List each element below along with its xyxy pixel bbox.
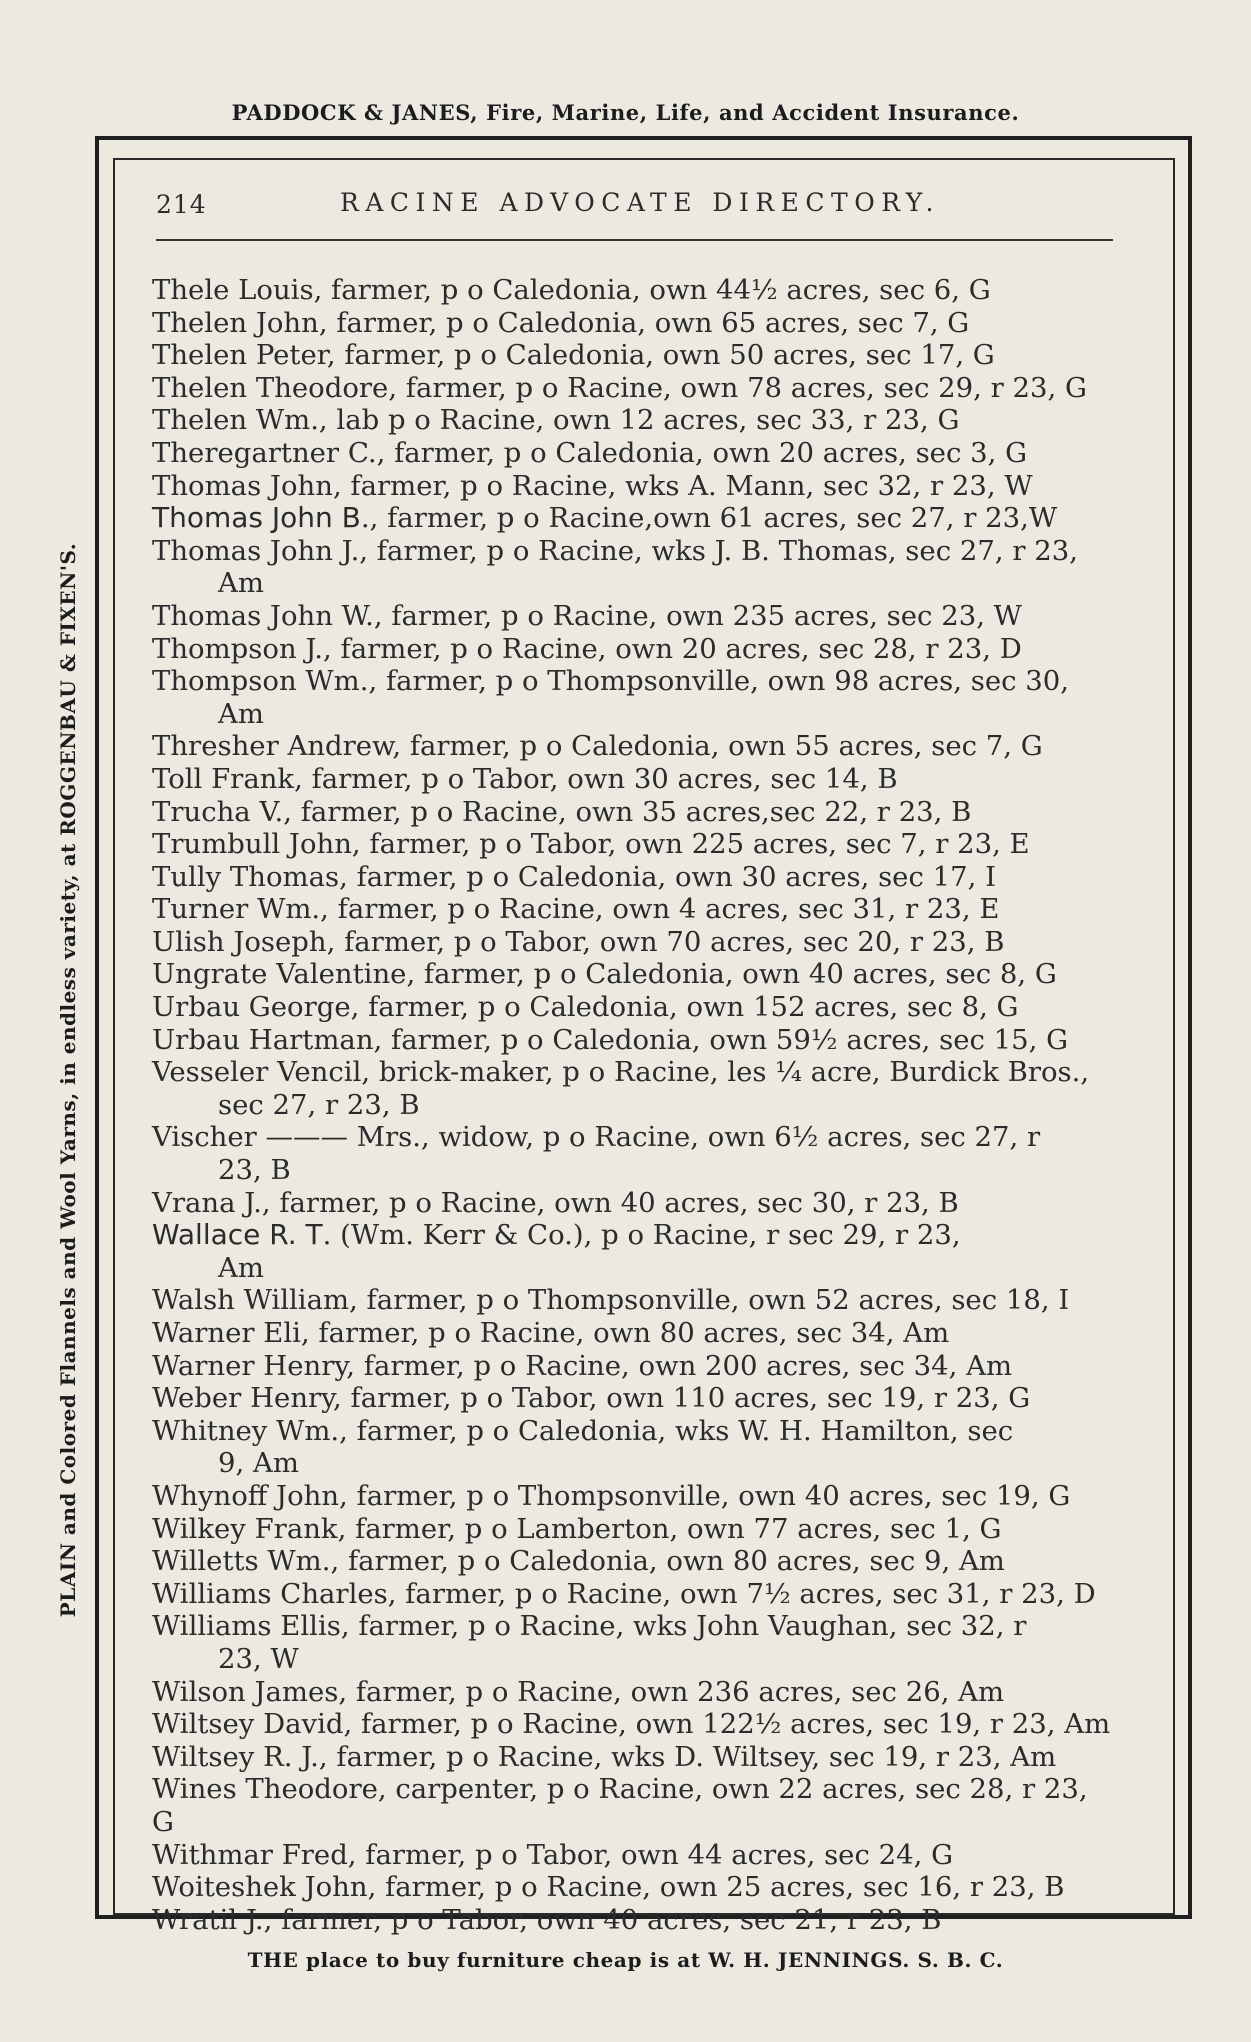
entry-text: Williams Ellis, farmer, p o Racine, wks John Vaughan, sec 32, r — [152, 1610, 1027, 1643]
entry-continuation: 23, B — [218, 1154, 291, 1187]
directory-entry — [152, 1773, 1114, 1838]
directory-entry — [152, 665, 1114, 730]
directory-entries — [152, 274, 1114, 1936]
entry-text: Wiltsey R. J., farmer, p o Racine, wks D. Wiltsey, sec 19, r 23, Am — [152, 1740, 1057, 1773]
side-advertisement: PLAIN and Colored Flannels and Wool Yarns, in endless variety, at ROGGENBAU & FIXEN'S. — [56, 542, 80, 1618]
entry-text: Walsh William, farmer, p o Thompsonville, own 52 acres, sec 18, I — [152, 1284, 1070, 1317]
entry-text: Willetts Wm., farmer, p o Caledonia, own 80 acres, sec 9, Am — [152, 1545, 1005, 1578]
directory-entry — [152, 1513, 1114, 1546]
entry-text: Thelen Theodore, farmer, p o Racine, own 78 acres, sec 29, r 23, G — [152, 371, 1087, 404]
directory-entry — [152, 1578, 1114, 1611]
entry-text: Wiltsey David, farmer, p o Racine, own 122½ acres, sec 19, r 23, Am — [152, 1708, 1111, 1741]
entry-text: Trumbull John, farmer, p o Tabor, own 225 acres, sec 7, r 23, E — [152, 828, 1030, 861]
directory-entry — [152, 958, 1114, 991]
entry-text: Warner Eli, farmer, p o Racine, own 80 acres, sec 34, Am — [152, 1317, 950, 1349]
entry-text: Tully Thomas, farmer, p o Caledonia, own 30 acres, sec 17, I — [152, 860, 996, 893]
directory-entry — [152, 1187, 1114, 1220]
entry-continuation: 9, Am — [218, 1447, 299, 1480]
directory-entry — [152, 1871, 1114, 1904]
directory-entry — [152, 1676, 1114, 1709]
bottom-advertisement: THE place to buy furniture cheap is at W. H. JENNINGS. S. B. C. — [247, 1948, 1004, 1972]
entry-text: Thomas John, farmer, p o Racine, wks A. Mann, sec 32, r 23, W — [152, 469, 1033, 502]
directory-entry — [152, 1121, 1114, 1186]
directory-entry — [152, 307, 1114, 340]
entry-continuation: 23, W — [218, 1642, 299, 1675]
directory-entry — [152, 1545, 1114, 1578]
entry-text: Vrana J., farmer, p o Racine, own 40 acres, sec 30, r 23, B — [152, 1186, 959, 1219]
directory-entry — [152, 730, 1114, 763]
directory-entry — [152, 763, 1114, 796]
entry-text: Thompson J., farmer, p o Racine, own 20 acres, sec 28, r 23, D — [152, 632, 1022, 665]
directory-entry — [152, 893, 1114, 926]
entry-text: Trucha V., farmer, p o Racine, own 35 acres,sec 22, r 23, B — [152, 795, 972, 828]
entry-text: Theregartner C., farmer, p o Caledonia, own 20 acres, sec 3, G — [152, 436, 1028, 469]
directory-entry — [152, 633, 1114, 666]
directory-entry — [152, 470, 1114, 503]
entry-bold-name: Thomas John B — [152, 501, 361, 535]
directory-entry — [152, 1219, 1114, 1284]
directory-entry — [152, 404, 1114, 437]
entry-text: Thomas John J., farmer, p o Racine, wks J. B. Thomas, sec 27, r 23, — [152, 534, 1078, 567]
entry-text: Vesseler Vencil, brick-maker, p o Racine, les ¼ acre, Burdick Bros., — [152, 1056, 1090, 1089]
entry-text: Ungrate Valentine, farmer, p o Caledonia, own 40 acres, sec 8, G — [152, 958, 1057, 991]
directory-entry — [152, 1610, 1114, 1675]
entry-continuation: Am — [218, 697, 264, 730]
top-advertisement: PADDOCK & JANES, Fire, Marine, Life, and Accident Insurance. — [231, 100, 1020, 125]
entry-text: Wilkey Frank, farmer, p o Lamberton, own 77 acres, sec 1, G — [152, 1512, 1002, 1545]
directory-entry — [152, 339, 1114, 372]
entry-text: Urbau Hartman, farmer, p o Caledonia, own 59½ acres, sec 15, G — [152, 1023, 1069, 1056]
entry-bold-name: Wallace R. T — [152, 1218, 323, 1252]
entry-text: Urbau George, farmer, p o Caledonia, own 152 acres, sec 8, G — [152, 991, 1019, 1024]
directory-entry — [152, 1480, 1114, 1513]
entry-text: Weber Henry, farmer, p o Tabor, own 110 acres, sec 19, r 23, G — [152, 1382, 1031, 1415]
entry-text: Thompson Wm., farmer, p o Thompsonville, own 98 acres, sec 30, — [152, 665, 1070, 698]
directory-entry — [152, 796, 1114, 829]
entry-text: Toll Frank, farmer, p o Tabor, own 30 acres, sec 14, B — [152, 762, 898, 795]
page-number: 214 — [156, 190, 207, 219]
directory-entry — [152, 1317, 1114, 1350]
directory-entry — [152, 372, 1114, 405]
header-rule — [156, 239, 1113, 241]
directory-entry — [152, 861, 1114, 894]
running-title: RACINE ADVOCATE DIRECTORY. — [340, 188, 940, 217]
directory-entry — [152, 991, 1114, 1024]
directory-entry — [152, 535, 1114, 600]
directory-entry — [152, 828, 1114, 861]
directory-entry — [152, 926, 1114, 959]
directory-entry — [152, 600, 1114, 633]
entry-text: Wilson James, farmer, p o Racine, own 236 acres, sec 26, Am — [152, 1675, 1005, 1708]
entry-text: Ulish Joseph, farmer, p o Tabor, own 70 acres, sec 20, r 23, B — [152, 925, 1005, 958]
directory-entry — [152, 1839, 1114, 1872]
entry-text: Whitney Wm., farmer, p o Caledonia, wks W. H. Hamilton, sec — [152, 1414, 1014, 1447]
entry-text: Whynoff John, farmer, p o Thompsonville, own 40 acres, sec 19, G — [152, 1479, 1071, 1512]
entry-text: Turner Wm., farmer, p o Racine, own 4 acres, sec 31, r 23, E — [152, 893, 1000, 926]
directory-entry — [152, 1024, 1114, 1057]
directory-entry — [152, 1056, 1114, 1121]
entry-continuation: Am — [218, 567, 264, 600]
entry-continuation: sec 27, r 23, B — [218, 1088, 420, 1121]
entry-text: Wines Theodore, carpenter, p o Racine, own 22 acres, sec 28, r 23, G — [152, 1773, 1088, 1838]
entry-text: Wratil J., farmer, p o Tabor, own 40 acres, sec 21, r 23, B — [152, 1903, 942, 1936]
directory-entry — [152, 502, 1114, 535]
directory-entry — [152, 437, 1114, 470]
entry-text: Warner Henry, farmer, p o Racine, own 200 acres, sec 34, Am — [152, 1349, 1013, 1382]
directory-entry — [152, 1904, 1114, 1937]
entry-text: Thele Louis, farmer, p o Caledonia, own 44½ acres, sec 6, G — [152, 274, 991, 306]
entry-text: Thelen John, farmer, p o Caledonia, own 65 acres, sec 7, G — [152, 306, 970, 339]
entry-text: . (Wm. Kerr & Co.), p o Racine, r sec 29, r 23, — [322, 1219, 961, 1252]
directory-entry — [152, 1415, 1114, 1480]
entry-text: Thresher Andrew, farmer, p o Caledonia, own 55 acres, sec 7, G — [152, 730, 1043, 763]
entry-text: Vischer ——— Mrs., widow, p o Racine, own 6½ acres, sec 27, r — [152, 1121, 1041, 1154]
entry-text: Thomas John W., farmer, p o Racine, own 235 acres, sec 23, W — [152, 599, 1022, 632]
directory-entry — [152, 1382, 1114, 1415]
directory-entry — [152, 1708, 1114, 1741]
entry-text: Thelen Peter, farmer, p o Caledonia, own 50 acres, sec 17, G — [152, 339, 995, 372]
directory-entry — [152, 1741, 1114, 1774]
directory-entry — [152, 274, 1114, 307]
entry-text: ., farmer, p o Racine,own 61 acres, sec 27, r 23,W — [360, 502, 1058, 535]
entry-text: Withmar Fred, farmer, p o Tabor, own 44 acres, sec 24, G — [152, 1838, 954, 1871]
entry-text: Thelen Wm., lab p o Racine, own 12 acres, sec 33, r 23, G — [152, 404, 960, 437]
entry-text: Woiteshek John, farmer, p o Racine, own 25 acres, sec 16, r 23, B — [152, 1871, 1065, 1904]
directory-entry — [152, 1350, 1114, 1383]
directory-entry — [152, 1284, 1114, 1317]
entry-continuation: Am — [218, 1251, 264, 1284]
entry-text: Williams Charles, farmer, p o Racine, own 7½ acres, sec 31, r 23, D — [152, 1577, 1096, 1610]
